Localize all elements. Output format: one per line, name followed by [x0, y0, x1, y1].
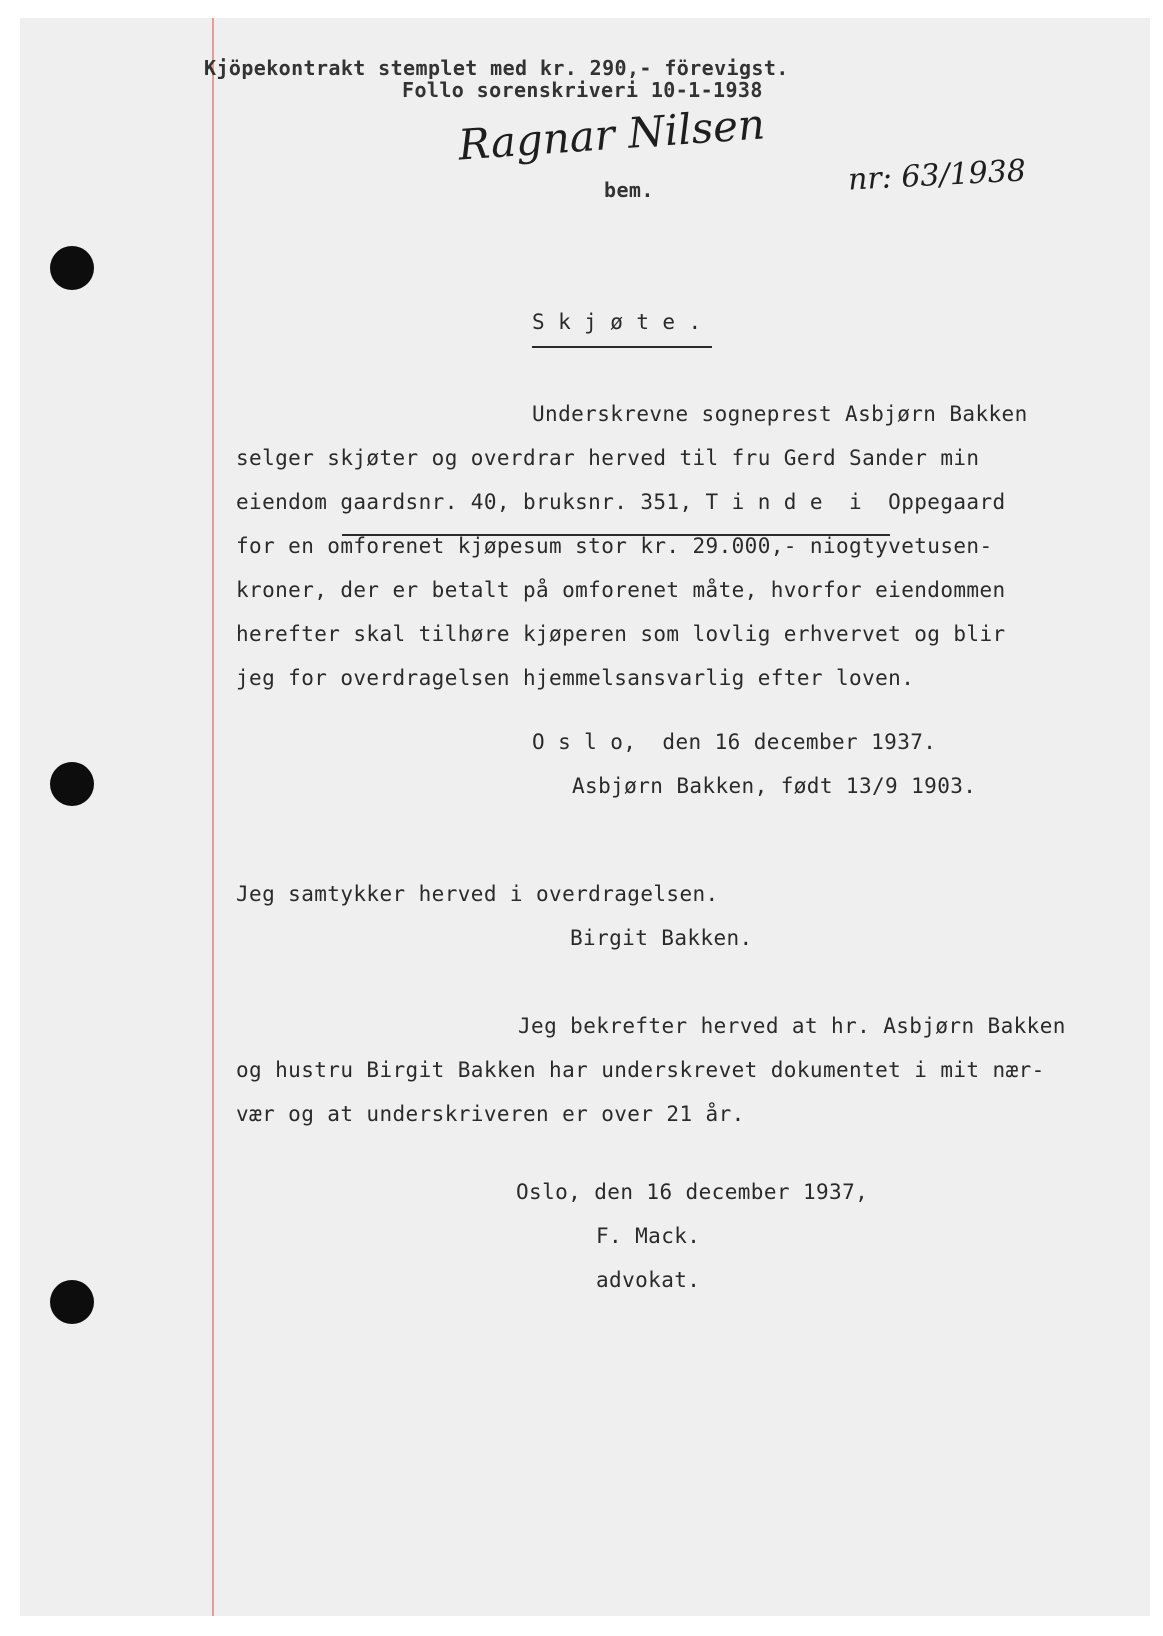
body-line: kroner, der er betalt på omforenet måte, hvorfor eiendommen — [236, 578, 1006, 602]
margin-line — [212, 18, 214, 1616]
witness-name: F. Mack. — [596, 1224, 701, 1248]
punch-hole-middle — [50, 762, 94, 806]
place-date-2: Oslo, den 16 december 1937, — [516, 1180, 869, 1204]
title-underline — [532, 346, 712, 348]
consent-signature-line: Birgit Bakken. — [570, 926, 753, 950]
handwritten-reference: nr: 63/1938 — [847, 153, 1027, 198]
stamp-line-3: bem. — [604, 178, 654, 202]
punch-hole-bottom — [50, 1280, 94, 1324]
body-line: Jeg bekrefter herved at hr. Asbjørn Bakken — [518, 1014, 1066, 1038]
place-date-1: O s l o, den 16 december 1937. — [532, 730, 937, 754]
body-line: jeg for overdragelsen hjemmelsansvarlig efter loven. — [236, 666, 915, 690]
punch-hole-top — [50, 246, 94, 290]
body-line: for en omforenet kjøpesum stor kr. 29.000,- niogtyvetusen- — [236, 534, 993, 558]
handwritten-signature: Ragnar Nilsen — [456, 99, 767, 170]
body-line: og hustru Birgit Bakken har underskrevet dokumentet i mit nær- — [236, 1058, 1045, 1082]
witness-title: advokat. — [596, 1268, 701, 1292]
document-title: S k j ø t e . — [532, 310, 702, 334]
body-line: herefter skal tilhøre kjøperen som lovlig erhvervet og blir — [236, 622, 1006, 646]
document-page — [20, 18, 1150, 1616]
body-line: eiendom gaardsnr. 40, bruksnr. 351, T i n d e i Oppegaard — [236, 490, 1006, 514]
body-line: vær og at underskriveren er over 21 år. — [236, 1102, 745, 1126]
seller-signature-line: Asbjørn Bakken, født 13/9 1903. — [572, 774, 977, 798]
body-line: selger skjøter og overdrar herved til fru Gerd Sander min — [236, 446, 980, 470]
body-line: Underskrevne sogneprest Asbjørn Bakken — [532, 402, 1028, 426]
stamp-line-2: Follo sorenskriveri 10-1-1938 — [402, 78, 763, 102]
stamp-line-1: Kjöpekontrakt stemplet med kr. 290,- förevigst. — [204, 56, 789, 80]
consent-line: Jeg samtykker herved i overdragelsen. — [236, 882, 719, 906]
